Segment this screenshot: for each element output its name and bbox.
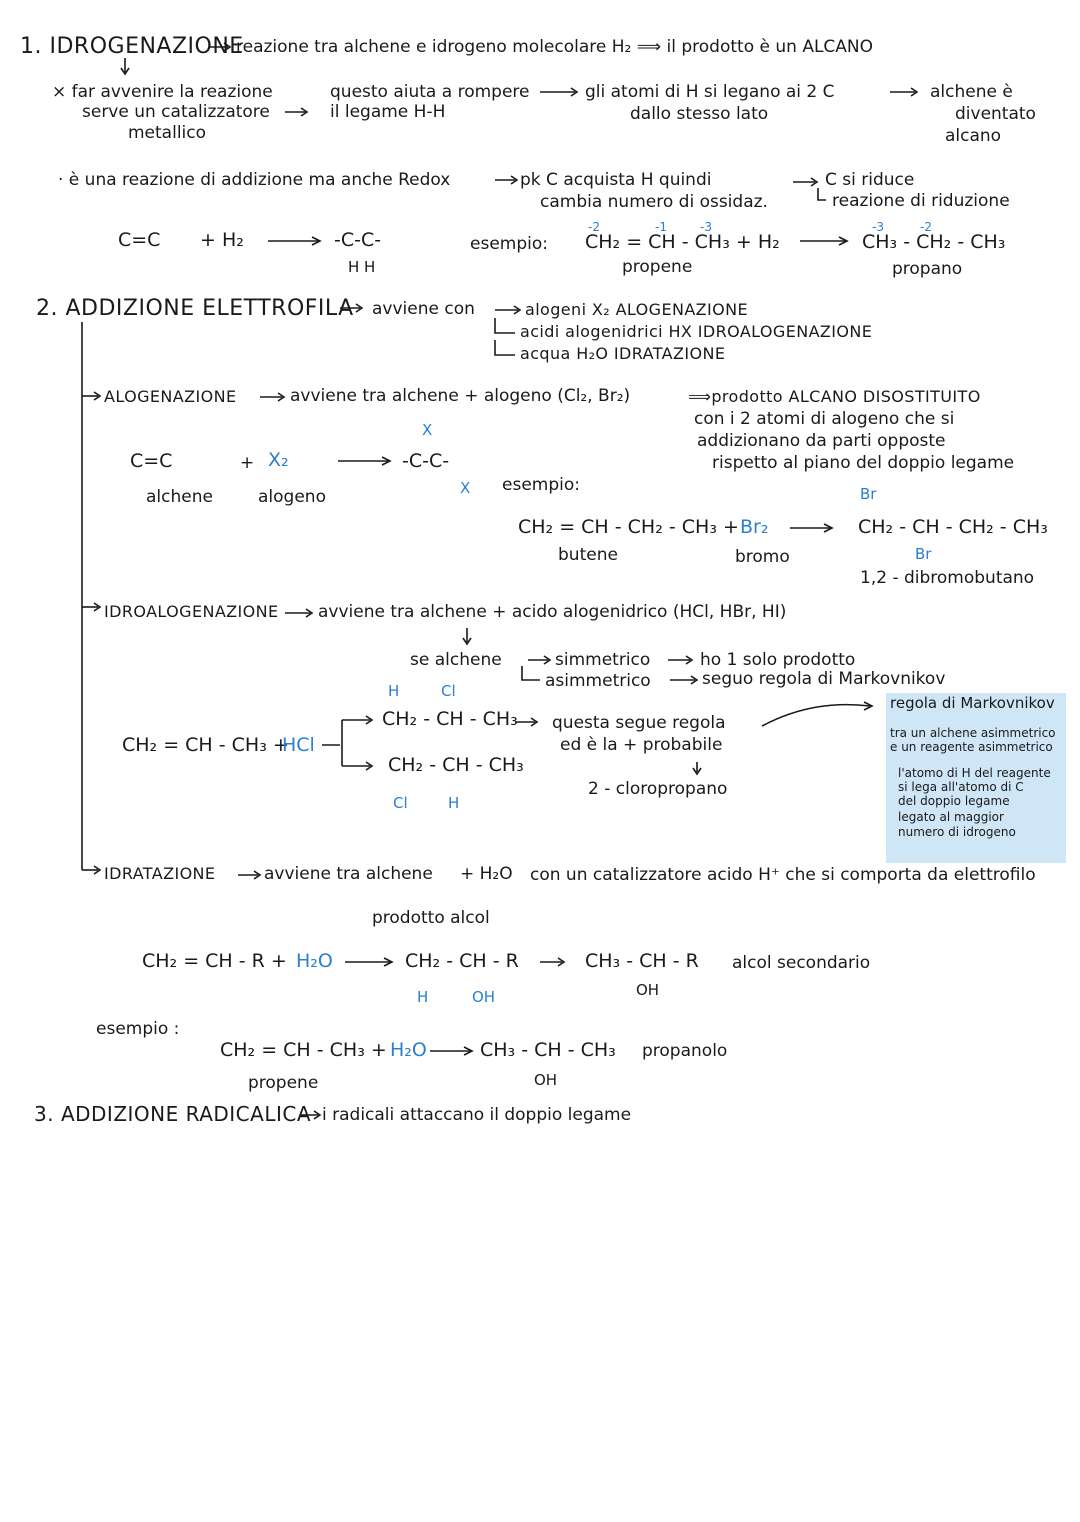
- water-reagent: H₂O: [296, 950, 333, 972]
- pk-note-line-2: cambia numero di ossidaz.: [540, 192, 768, 212]
- markovnikov-note-line: numero di idrogeno: [898, 825, 1016, 839]
- butene-reaction: CH₂ = CH - CH₂ - CH₃ +: [518, 516, 739, 538]
- example-label: esempio :: [96, 1019, 180, 1039]
- reduction-line-1: C si riduce: [825, 170, 915, 190]
- br-bottom: Br: [915, 545, 932, 563]
- h-atoms-line-1: gli atomi di H si legano ai 2 C: [585, 82, 835, 102]
- dihalide-structure: -C-C-: [402, 450, 450, 472]
- halogen-label: alogeno: [258, 487, 326, 507]
- halogenation-product-1: ⟹prodotto ALCANO DISOSTITUITO: [688, 387, 981, 406]
- hydration-catalyst: con un catalizzatore acido H⁺ che si comporta da elettrofilo: [530, 865, 1036, 885]
- hydration-water: + H₂O: [460, 864, 513, 884]
- example-label: esempio:: [502, 475, 580, 495]
- ox-number: -2: [920, 220, 932, 234]
- section-2-title: 2. ADDIZIONE ELETTROFILA: [36, 296, 354, 321]
- plus-sign: +: [240, 453, 255, 473]
- halogen-bottom: X: [460, 479, 471, 497]
- propene-label: propene: [622, 257, 693, 277]
- example-label: esempio:: [470, 234, 548, 254]
- option-water: acqua H₂O IDRATAZIONE: [520, 344, 726, 363]
- cl-label: Cl: [441, 682, 456, 700]
- alkene-label: alchene: [146, 487, 213, 507]
- hcl-reagent: HCl: [282, 734, 315, 756]
- hydrohalogenation-title: IDROALOGENAZIONE: [104, 602, 279, 621]
- follows-rule-1: questa segue regola: [552, 713, 726, 733]
- result-line-3: alcano: [945, 126, 1002, 146]
- product-alcohol: prodotto alcol: [372, 908, 490, 928]
- dibromobutane-structure: CH₂ - CH - CH₂ - CH₃: [858, 516, 1048, 538]
- halogenation-description: avviene tra alchene + alogeno (Cl₂, Br₂): [290, 386, 631, 406]
- alkane-scheme-h: H H: [348, 258, 376, 276]
- markovnikov-note-line: e un reagente asimmetrico: [890, 740, 1053, 754]
- h-label: H: [388, 682, 400, 700]
- symmetric: simmetrico: [555, 650, 651, 670]
- if-alkene: se alchene: [410, 650, 502, 670]
- section-3-description: i radicali attaccano il doppio legame: [322, 1105, 632, 1125]
- oh-label: OH: [534, 1071, 558, 1089]
- ox-number: -3: [872, 220, 884, 234]
- propane-label: propano: [892, 259, 963, 279]
- result-line-2: diventato: [955, 104, 1036, 124]
- section-1-description: reazione tra alchene e idrogeno molecolare H₂ ⟹ il prodotto è un ALCANO: [236, 37, 874, 57]
- helps-break-line-1: questo aiuta a rompere: [330, 82, 530, 102]
- symmetric-result: ho 1 solo prodotto: [700, 650, 856, 670]
- asymmetric: asimmetrico: [545, 671, 651, 691]
- alkene-scheme: C=C: [118, 229, 161, 251]
- oh-label: OH: [472, 988, 496, 1006]
- propanol-structure: CH₃ - CH - CH₃: [480, 1039, 616, 1061]
- propene-hydrogenation: CH₂ = CH - CH₃ + H₂: [585, 231, 780, 253]
- markovnikov-note-line: legato al maggior: [898, 810, 1004, 824]
- ox-number: -1: [655, 220, 667, 234]
- bromine: Br₂: [740, 516, 769, 538]
- markovnikov-note-line: l'atomo di H del reagente: [898, 766, 1051, 780]
- hydrohalogenation-description: avviene tra alchene + acido alogenidrico (HCl, HBr, HI): [318, 602, 787, 622]
- reduction-line-2: reazione di riduzione: [832, 191, 1010, 211]
- catalyst-note-line-2: serve un catalizzatore: [82, 102, 270, 122]
- halogen-top: X: [422, 421, 433, 439]
- follows-rule-2: ed è la + probabile: [560, 735, 723, 755]
- alkene-structure: C=C: [130, 450, 173, 472]
- propene-hcl-reaction: CH₂ = CH - CH₃ +: [122, 734, 289, 756]
- halogen-x2: X₂: [268, 449, 289, 471]
- secondary-alcohol-structure: CH₃ - CH - R: [585, 950, 699, 972]
- hydration-title: IDRATAZIONE: [104, 864, 216, 883]
- markovnikov-note-line: tra un alchene asimmetrico: [890, 726, 1056, 740]
- dibromobutane-name: 1,2 - dibromobutano: [860, 568, 1035, 588]
- propane-product: CH₃ - CH₂ - CH₃: [862, 231, 1006, 253]
- option-hydrohalic-acids: acidi alogenidrici HX IDROALOGENAZIONE: [520, 322, 873, 341]
- butene-label: butene: [558, 545, 618, 565]
- hydration-intermediate: CH₂ - CH - R: [405, 950, 519, 972]
- cl-label: Cl: [393, 794, 408, 812]
- section-1-title: 1. IDROGENAZIONE: [20, 34, 244, 59]
- halogenation-product-3: addizionano da parti opposte: [697, 431, 946, 451]
- propanol-name: propanolo: [642, 1041, 728, 1061]
- halogenation-product-2: con i 2 atomi di alogeno che si: [694, 409, 955, 429]
- chloropropane-name: 2 - cloropropano: [588, 779, 728, 799]
- markovnikov-product: CH₂ - CH - CH₃: [382, 708, 518, 730]
- section-3-title: 3. ADDIZIONE RADICALICA: [34, 1102, 312, 1126]
- h-label: H: [448, 794, 460, 812]
- markovnikov-note-line: si lega all'atomo di C: [898, 780, 1024, 794]
- catalyst-note-line-3: metallico: [128, 123, 207, 143]
- markovnikov-note: [886, 693, 1066, 863]
- secondary-alcohol-label: alcol secondario: [732, 953, 871, 973]
- halogenation-title: ALOGENAZIONE: [104, 387, 237, 406]
- hydration-reactant: CH₂ = CH - R +: [142, 950, 287, 972]
- h-label: H: [417, 988, 429, 1006]
- ox-number: -2: [588, 220, 600, 234]
- occurs-with: avviene con: [372, 299, 475, 319]
- hydration-description: avviene tra alchene: [264, 864, 433, 884]
- br-top: Br: [860, 485, 877, 503]
- anti-markovnikov-product: CH₂ - CH - CH₃: [388, 754, 524, 776]
- bromine-label: bromo: [735, 547, 790, 567]
- markovnikov-note-title: regola di Markovnikov: [890, 694, 1055, 712]
- asymmetric-result: seguo regola di Markovnikov: [702, 669, 946, 689]
- propene-label: propene: [248, 1073, 319, 1093]
- water-reagent: H₂O: [390, 1039, 427, 1061]
- plus-h2: + H₂: [200, 229, 244, 251]
- catalyst-note-line-1: × far avvenire la reazione: [52, 82, 273, 102]
- ox-number: -3: [700, 220, 712, 234]
- markovnikov-note-line: del doppio legame: [898, 794, 1010, 808]
- pk-note-line-1: pk C acquista H quindi: [520, 170, 712, 190]
- redox-note: · è una reazione di addizione ma anche Redox: [58, 170, 451, 190]
- alkane-scheme: -C-C-: [334, 229, 382, 251]
- propene-hydration: CH₂ = CH - CH₃ +: [220, 1039, 387, 1061]
- halogenation-product-4: rispetto al piano del doppio legame: [712, 453, 1015, 473]
- helps-break-line-2: il legame H-H: [330, 102, 446, 122]
- option-halogens: alogeni X₂ ALOGENAZIONE: [525, 300, 749, 319]
- h-atoms-line-2: dallo stesso lato: [630, 104, 769, 124]
- oh-label: OH: [636, 981, 660, 999]
- result-line-1: alchene è: [930, 82, 1013, 102]
